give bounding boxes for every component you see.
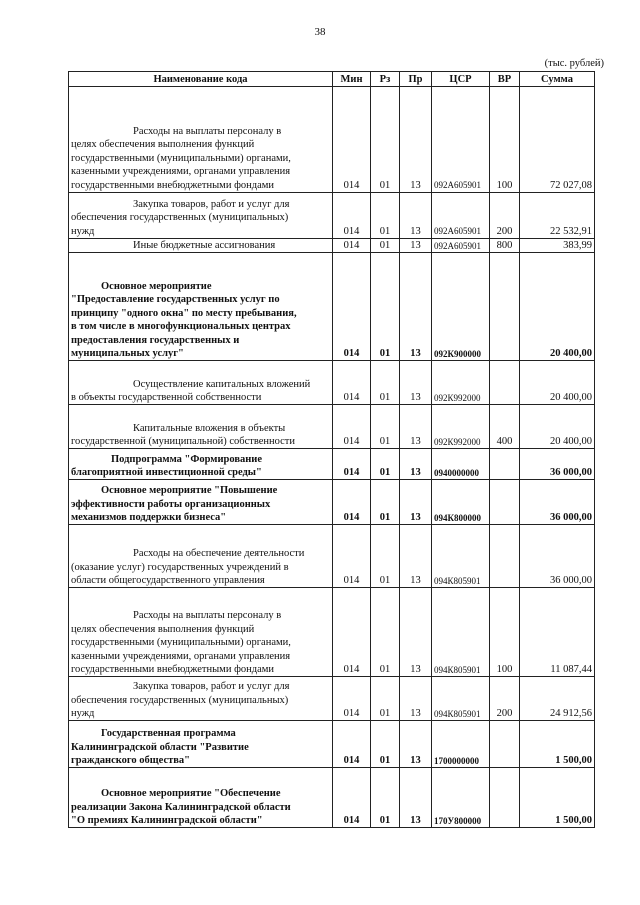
- row-pr: 13: [400, 588, 432, 677]
- header-rz: Рз: [371, 72, 400, 87]
- units-label: (тыс. рублей): [544, 58, 604, 69]
- row-min: 014: [333, 525, 371, 588]
- row-name: Закупка товаров, работ и услуг для обеспечения государственных (муниципальных) нужд: [69, 193, 333, 239]
- row-min: 014: [333, 449, 371, 480]
- table-row: [69, 588, 595, 677]
- row-sum: 36 000,00: [520, 480, 595, 525]
- row-csr: 094К805901: [432, 525, 490, 588]
- row-name: Государственная программа Калининградской области "Развитие гражданского общества": [69, 721, 333, 768]
- row-csr: 092К992000: [432, 361, 490, 405]
- row-csr: 094К800000: [432, 480, 490, 525]
- row-csr: 094К805901: [432, 677, 490, 721]
- header-sum: Сумма: [520, 72, 595, 87]
- row-vr: 100: [490, 87, 520, 193]
- row-name: Иные бюджетные ассигнования: [69, 239, 333, 253]
- table-row: [69, 768, 595, 828]
- row-vr: 200: [490, 193, 520, 239]
- row-min: 014: [333, 480, 371, 525]
- row-sum: 20 400,00: [520, 405, 595, 449]
- row-rz: 01: [371, 361, 400, 405]
- row-csr: 092А605901: [432, 239, 490, 253]
- header-csr: ЦСР: [432, 72, 490, 87]
- row-min: 014: [333, 239, 371, 253]
- row-csr: 170У800000: [432, 768, 490, 828]
- row-csr: 092К992000: [432, 405, 490, 449]
- row-vr: 200: [490, 677, 520, 721]
- row-sum: 383,99: [520, 239, 595, 253]
- table-row: [69, 193, 595, 239]
- header-min: Мин: [333, 72, 371, 87]
- header-name: Наименование кода: [69, 72, 333, 87]
- row-min: 014: [333, 253, 371, 361]
- row-csr: 1700000000: [432, 721, 490, 768]
- table-row: [69, 721, 595, 768]
- row-vr: [490, 449, 520, 480]
- row-name: Осуществление капитальных вложений в объекты государственной собственности: [69, 361, 333, 405]
- row-pr: 13: [400, 193, 432, 239]
- row-vr: [490, 480, 520, 525]
- row-pr: 13: [400, 768, 432, 828]
- row-min: 014: [333, 588, 371, 677]
- row-name: Расходы на обеспечение деятельности (оказание услуг) государственных учреждений в области общегосударственного управления: [69, 525, 333, 588]
- row-min: 014: [333, 721, 371, 768]
- row-sum: 20 400,00: [520, 361, 595, 405]
- row-name: Расходы на выплаты персоналу в целях обеспечения выполнения функций государственными (муниципальными) органами, казенными учреждениями, органами управления государственными внебюджетными фондами: [69, 87, 333, 193]
- row-pr: 13: [400, 405, 432, 449]
- row-min: 014: [333, 193, 371, 239]
- row-pr: 13: [400, 721, 432, 768]
- row-vr: 400: [490, 405, 520, 449]
- row-rz: 01: [371, 525, 400, 588]
- page-number: 38: [314, 26, 326, 38]
- table-row: [69, 449, 595, 480]
- row-name: Расходы на выплаты персоналу в целях обеспечения выполнения функций государственными (муниципальными) органами, казенными учреждениями, органами управления государственными внебюджетными фондами: [69, 588, 333, 677]
- row-pr: 13: [400, 253, 432, 361]
- row-rz: 01: [371, 721, 400, 768]
- row-min: 014: [333, 87, 371, 193]
- row-sum: 1 500,00: [520, 721, 595, 768]
- row-csr: 092К900000: [432, 253, 490, 361]
- row-sum: 24 912,56: [520, 677, 595, 721]
- row-sum: 36 000,00: [520, 449, 595, 480]
- row-sum: 1 500,00: [520, 768, 595, 828]
- table-row: [69, 253, 595, 361]
- row-rz: 01: [371, 677, 400, 721]
- row-rz: 01: [371, 405, 400, 449]
- row-pr: 13: [400, 361, 432, 405]
- row-min: 014: [333, 361, 371, 405]
- row-rz: 01: [371, 768, 400, 828]
- row-csr: 092А605901: [432, 193, 490, 239]
- row-vr: [490, 721, 520, 768]
- row-csr: 0940000000: [432, 449, 490, 480]
- row-min: 014: [333, 677, 371, 721]
- table-row: [69, 87, 595, 193]
- row-sum: 72 027,08: [520, 87, 595, 193]
- row-vr: [490, 525, 520, 588]
- row-pr: 13: [400, 87, 432, 193]
- row-rz: 01: [371, 588, 400, 677]
- row-pr: 13: [400, 525, 432, 588]
- row-pr: 13: [400, 239, 432, 253]
- row-name: Подпрограмма "Формирование благоприятной инвестиционной среды": [69, 449, 333, 480]
- row-vr: [490, 253, 520, 361]
- row-csr: 094К805901: [432, 588, 490, 677]
- row-name: Основное мероприятие "Обеспечение реализации Закона Калининградской области "О премиях Калининградской области": [69, 768, 333, 828]
- header-pr: Пр: [400, 72, 432, 87]
- row-rz: 01: [371, 480, 400, 525]
- row-sum: 22 532,91: [520, 193, 595, 239]
- row-rz: 01: [371, 87, 400, 193]
- table-header-row: [69, 72, 595, 87]
- row-rz: 01: [371, 253, 400, 361]
- row-name: Капитальные вложения в объекты государственной (муниципальной) собственности: [69, 405, 333, 449]
- table-row: [69, 361, 595, 405]
- budget-table: [68, 71, 595, 828]
- table-row: [69, 525, 595, 588]
- table-row: [69, 405, 595, 449]
- row-sum: 36 000,00: [520, 525, 595, 588]
- table-row: [69, 239, 595, 253]
- row-pr: 13: [400, 677, 432, 721]
- row-rz: 01: [371, 239, 400, 253]
- row-vr: [490, 768, 520, 828]
- header-vr: ВР: [490, 72, 520, 87]
- row-sum: 20 400,00: [520, 253, 595, 361]
- row-min: 014: [333, 768, 371, 828]
- row-pr: 13: [400, 480, 432, 525]
- row-name: Закупка товаров, работ и услуг для обеспечения государственных (муниципальных) нужд: [69, 677, 333, 721]
- row-min: 014: [333, 405, 371, 449]
- row-rz: 01: [371, 449, 400, 480]
- table-row: [69, 677, 595, 721]
- row-csr: 092А605901: [432, 87, 490, 193]
- row-rz: 01: [371, 193, 400, 239]
- row-name: Основное мероприятие "Повышение эффективности работы организационных механизмов поддержки бизнеса": [69, 480, 333, 525]
- table-row: [69, 480, 595, 525]
- row-pr: 13: [400, 449, 432, 480]
- row-vr: [490, 361, 520, 405]
- row-vr: 100: [490, 588, 520, 677]
- row-sum: 11 087,44: [520, 588, 595, 677]
- row-name: Основное мероприятие "Предоставление государственных услуг по принципу "одного окна" по месту пребывания, в том числе в многофункциональных центрах предоставления государственных и муниципальных услуг": [69, 253, 333, 361]
- row-vr: 800: [490, 239, 520, 253]
